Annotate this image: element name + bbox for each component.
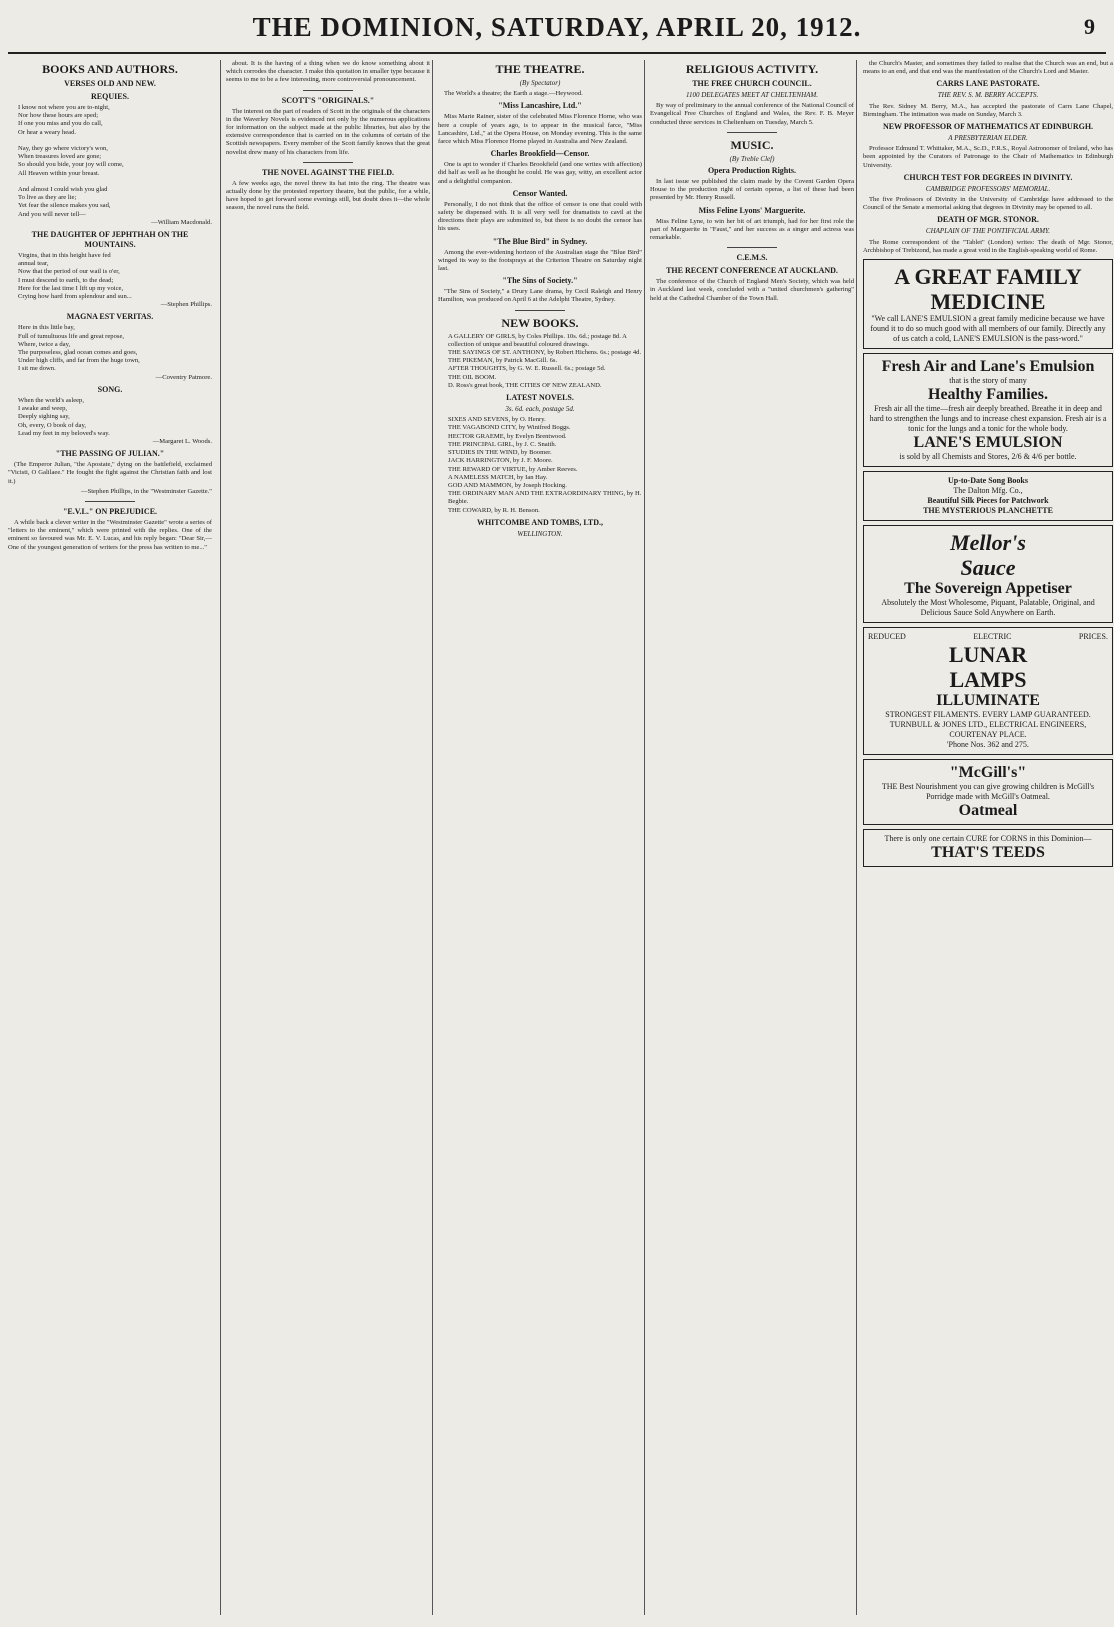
separator (303, 162, 353, 163)
ad-text: There is only one certain CURE for CORNS in this Dominion— (884, 834, 1092, 844)
ad-right: PRICES. (1078, 632, 1108, 642)
column-1 (8, 60, 217, 1615)
ad-big: Healthy Families. (928, 386, 1048, 404)
column-4 (644, 60, 859, 1615)
masthead (0, 12, 1114, 50)
ad-headline: MEDICINE (930, 289, 1046, 315)
column-2 (220, 60, 435, 1615)
scott-text: The interest on the part of readers of Scott in the originals of the characters in the Waverley Novels is evidenced not only by the numerous applications for information on the subject made at the public libraries, but also by the extensive correspondence that is carried on in the columns of certain of the Scottish newspapers. Every member of the Scott family knows that the great novelist drew many of his characters from life. (226, 107, 430, 156)
censor-text: Personally, I do not think that the office of censor is one that could with safety be dispensed with. It is all very well for dramatists to cavil at the directions their plays are submitted to, but there is no doubt the censor has his uses. (438, 200, 642, 233)
ad-brand: "McGill's" (949, 764, 1027, 782)
novel-title: THE NOVEL AGAINST THE FIELD. (262, 167, 394, 177)
ad-brand: THAT'S TEEDS (931, 844, 1045, 862)
ad-top: ELECTRIC (973, 632, 1012, 642)
ad-lunar-lamps (863, 627, 1113, 755)
ad-title: Fresh Air and Lane's Emulsion (881, 358, 1095, 376)
credit: —Stephen Phillips, in the "Westminster Gazette." (80, 487, 212, 495)
ad-planchette: THE MYSTERIOUS PLANCHETTE (923, 506, 1053, 516)
stonor-title: DEATH OF MGR. STONOR. (937, 215, 1039, 225)
theatre-heading: THE THEATRE. (495, 62, 585, 76)
ad-big: Oatmeal (958, 802, 1018, 820)
page-number: 9 (1084, 14, 1096, 39)
theatre-lead: The World's a theatre; the Earth a stage.—Heywood. (444, 90, 583, 98)
lyons-text: Miss Feline Lyne, to win her bit of art triumph, had for her first role the part of Marguerite in "Faust," and her success as a singer and actress was remarkable. (650, 217, 854, 242)
separator (727, 132, 777, 133)
lancashire-title: "Miss Lancashire, Ltd." (498, 101, 582, 111)
latest-novels-price: 3s. 6d. each, postage 5d. (505, 405, 575, 414)
ad-left: REDUCED (868, 632, 906, 642)
credit: —Stephen Phillips. (160, 301, 212, 309)
evl-text: A while back a clever writer in the "Westminster Gazette" wrote a series of "letters to the eminent," which were printed with the replies. One of the eminent so favoured was Mr. E. V. Lucas, and his reply began: "Dear Sir,—One of the youngest generation of writers for the press has written to me..." (8, 518, 212, 551)
society-title: "The Sins of Society." (502, 276, 578, 286)
ad-silk: Beautiful Silk Pieces for Patchwork (927, 496, 1049, 506)
jephthah-title: THE DAUGHTER OF JEPHTHAH ON THE MOUNTAINS. (31, 230, 189, 250)
ad-sub: that is the story of many (949, 376, 1027, 386)
stonor-sub: CHAPLAIN OF THE PONTIFICIAL ARMY. (925, 227, 1051, 236)
cems-title: C.E.M.S. (736, 253, 768, 263)
recent-conference-title: THE RECENT CONFERENCE AT AUCKLAND. (666, 266, 838, 276)
ad-brand: Mellor's (950, 530, 1026, 556)
ad-headline: A GREAT FAMILY (894, 264, 1082, 290)
latest-novels-list: SIXES AND SEVENS, by O. Henry. THE VAGABOND CITY, by Winifred Boggs. HECTOR GRAEME, by Evelyn Brentwood. THE PRINCIPAL GIRL, by J. C. Snaith. STUDIES IN THE WIND, by Boomer. JACK HARRINGTON, by J. F. Moore. THE REWARD OF VIRTUE, by Amber Reeves. A NAMELESS MATCH, by Ian Hay. GOD AND MAMMON, by Joseph Hocking. THE ORDINARY MAN AND THE EXTRAORDINARY THING, by H. Begbie. THE COWARD, by R. H. Benson. (448, 416, 642, 514)
ad-sub: ILLUMINATE (936, 692, 1040, 710)
ad-company: The Dalton Mfg. Co., (953, 486, 1023, 496)
masthead-rule (8, 52, 1106, 54)
ad-text: Absolutely the Most Wholesome, Piquant, Palatable, Original, and Delicious Sauce Sold Anywhere on Earth. (881, 598, 1095, 618)
music-heading: MUSIC. (730, 137, 774, 152)
separator (727, 247, 777, 248)
ad-lanes-medicine (863, 259, 1113, 349)
publisher: WHITCOMBE AND TOMBS, LTD., (476, 517, 604, 527)
carrs-text: The Rev. Sidney M. Berry, M.A., has accepted the pastorate of Carrs Lane Chapel, Birmingham. The intimation was made on Sunday, March 3. (863, 102, 1113, 118)
math-title: NEW PROFESSOR OF MATHEMATICS AT EDINBURGH. (882, 122, 1094, 132)
religious-text: By way of preliminary to the annual conference of the National Council of Evangelical Free Churches of England and Wales, the Rev. F. B. Meyer conducted three services in Cheltenham on Tuesday, March 5. (650, 102, 854, 126)
song-title: SONG. (97, 384, 123, 394)
song-poem: When the world's asleep, I awake and weep, Deeply sighing say, Oh, every, O book of day, Lead my feet in my beloved's way. (18, 396, 110, 437)
ad-text: THE Best Nourishment you can give growing children is McGill's Porridge made with McGill's Oatmeal. (881, 782, 1095, 802)
free-church-title: THE FREE CHURCH COUNCIL. (692, 79, 812, 88)
ad-title: Up-to-Date Song Books (947, 476, 1028, 486)
column-5 (856, 60, 1113, 1615)
ad-mcgills-oatmeal (863, 759, 1113, 825)
religious-heading: RELIGIOUS ACTIVITY. (685, 62, 819, 76)
ad-song-books (863, 471, 1113, 521)
lyons-title: Miss Feline Lyons' Marguerite. (698, 205, 806, 215)
separator (515, 310, 565, 311)
credit: —William Macdonald. (151, 218, 212, 226)
column-5-intro: the Church's Master, and sometimes they failed to realise that the Church was an end, but a means to an end, and that end was the manifestation of the Church's Lord and Master. (863, 60, 1113, 76)
ad-price-row (868, 632, 1108, 642)
brookfield-text: One is apt to wonder if Charles Brookfield (and one writes with affection) did half as well as he thought he could. He was gay, witty, an excellent actor and a delightful companion. (438, 161, 642, 185)
stonor-text: The Rome correspondent of the "Tablet" (London) writes: The death of Mgr. Stonor, Archbishop of Trebizond, has made a great void in the English-speaking world of Rome. (863, 238, 1113, 254)
credit: —Coventry Patmore. (155, 373, 212, 381)
censor-title: Censor Wanted. (512, 188, 568, 198)
jephthah-poem: Virgins, that in this height have fed annual tear, Now that the period of our wail is o'er, I must descend to earth, to the dead; Here for the last time I lift up my voice, Crying how hard from splendour and sun... (18, 252, 132, 301)
publisher-city: WELLINGTON. (517, 529, 563, 538)
scott-title: SCOTT'S "ORIGINALS." (281, 95, 375, 105)
julian-title: "THE PASSING OF JULIAN." (55, 449, 165, 459)
ad-mellors-sauce (863, 525, 1113, 623)
credit: —Margaret L. Woods. (152, 437, 212, 445)
ad-brand: LAMPS (949, 667, 1027, 693)
ad-fresh-air (863, 353, 1113, 467)
music-byline: (By Treble Clef) (729, 154, 775, 163)
requies-title: REQUIES. (90, 92, 129, 101)
column-3 (432, 60, 647, 1615)
recent-conference-text: The conference of the Church of England Men's Society, which was held in Auckland last week, concluded with a "united churchmen's gathering" held at the Cathedral Chamber of the Town Hall. (650, 278, 854, 302)
separator (303, 90, 353, 91)
ad-brand: Sauce (960, 555, 1016, 581)
latest-novels-title: LATEST NOVELS. (506, 393, 574, 403)
new-books-list: A GALLERY OF GIRLS, by Coles Phillips. 10s. 6d.; postage 8d. A collection of unique and beautiful coloured drawings. THE SAYINGS OF ST. ANTHONY, by Robert Hichens. 6s.; postage 4d. THE PIKEMAN, by Patrick MacGill. 6s. AFTER THOUGHTS, by G. W. E. Russell. 6s.; postage 5d. THE OIL BOOM. D. Ross's great book, THE CITIES OF NEW ZEALAND. (448, 332, 642, 389)
lancashire-text: Miss Marie Rainer, sister of the celebrated Miss Florence Horne, who was here a couple of years ago, is to appear in the musical farce, "Miss Lancashire, Ltd.," at the Opera House, on Monday evening. This is the same farce which Miss Florence Horne played in Australia and New Zealand. (438, 113, 642, 146)
new-books-heading: NEW BOOKS. (501, 315, 579, 330)
society-text: "The Sins of Society," a Drury Lane drama, by Cecil Raleigh and Henry Hamilton, was produced on April 6 at the Adelphi Theatre, Sydney. (438, 288, 642, 304)
theatre-byline: (By Spectator) (519, 79, 561, 87)
ad-text: "We call LANE'S EMULSION a great family medicine because we have found it to do so much good with all members of our family. Directly any of us catch a cold, LANE'S EMULSION is the pass-word." (870, 314, 1106, 344)
column-2-intro: about. It is the having of a thing when we do know something about it which corrodes the character. I make this quotation in smaller type because it seems to me to be a few interesting, more controversial pronouncement. (226, 60, 430, 84)
brookfield-title: Charles Brookfield—Censor. (490, 149, 590, 159)
ad-teeds (863, 829, 1113, 867)
books-authors-heading: BOOKS AND AUTHORS. (42, 62, 178, 76)
carrs-title: CARRS LANE PASTORATE. (936, 79, 1040, 89)
requies-poem: I know not where you are to-night, Nor how these hours are sped; If one you miss and you do call, Or hear a weary head. Nay, they go where victory's won, When treasures loved are gone; So should you bide, your joy will come, All Heaven within your breast. And almost I could wish you glad To live as they are lie; Yet fear the silence makes you sad, And you will never tell— (18, 104, 124, 218)
ad-brand: LUNAR (948, 642, 1028, 668)
ad-brand: LANE'S EMULSION (913, 434, 1063, 452)
opera-title: Opera Production Rights. (707, 166, 797, 176)
degrees-title: CHURCH TEST FOR DEGREES IN DIVINITY. (903, 172, 1073, 182)
novel-text: A few weeks ago, the novel threw its hat into the ring. The theatre was actually done by the protested repertory theatre, but the public, for a while, have hoped to get forward some evenings still, but doubt does it—the whole season, the novel runs the field. (226, 179, 430, 212)
separator (85, 501, 135, 502)
degrees-sub: CAMBRIDGE PROFESSORS' MEMORIAL. (925, 184, 1051, 193)
ad-text: Fresh air all the time—fresh air deeply breathed. Breathe it in deep and hard to strengthen the lungs and to increase chest expansion. Fresh air is a tonic for the lungs and a tonic for the whole body. (869, 404, 1107, 434)
delegates-sub: 1100 DELEGATES MEET AT CHELTENHAM. (685, 91, 819, 99)
degrees-text: The five Professors of Divinity in the University of Cambridge have addressed to the Council of the Senate a memorial asking that degrees in Divinity may be opened to all. (863, 196, 1113, 212)
opera-text: In last issue we published the claim made by the Covent Garden Opera House to the production right of certain operas, a list of these had been presented by Mr. Henry Russell. (650, 178, 854, 202)
magna-poem: Here in this little bay, Full of tumultuous life and great repose, Where, twice a day, The purposeless, glad ocean comes and goes, Under high cliffs, and far from the huge town, I sit me down. (18, 324, 140, 373)
sydney-text: Among the ever-widening horizon of the Australian stage the "Blue Bird" winged its way to the footsprays at the Criterion Theatre on Saturday night last. (438, 248, 642, 273)
sydney-title: "The Blue Bird" in Sydney. (492, 236, 588, 246)
masthead-title: THE DOMINION, SATURDAY, APRIL 20, 1912. (252, 12, 862, 42)
math-text: Professor Edmund T. Whittaker, M.A., Sc.D., F.R.S., Royal Astronomer of Ireland, who has been appointed by the Curators of Patronage to the Chair of Mathematics in Edinburgh University. (863, 145, 1113, 169)
ad-phone: 'Phone Nos. 362 and 275. (947, 740, 1029, 750)
ad-sub: The Sovereign Appetiser (904, 580, 1072, 598)
magna-title: MAGNA EST VERITAS. (66, 312, 154, 322)
ad-text: STRONGEST FILAMENTS. EVERY LAMP GUARANTEED. TURNBULL & JONES LTD., ELECTRICAL ENGINEERS, COURTENAY PLACE. (885, 710, 1091, 740)
carrs-sub: THE REV. S. M. BERRY ACCEPTS. (937, 91, 1039, 100)
julian-text: (The Emperor Julian, "the Apostate," dying on the battlefield, exclaimed "Vicisti, O Galilaee." He fought the fight against the Christian faith and lost it.) (8, 461, 212, 485)
evl-title: "E.V.L." ON PREJUDICE. (62, 506, 158, 516)
ad-price: is sold by all Chemists and Stores, 2/6 & 4/6 per bottle. (899, 452, 1077, 462)
verses-heading: VERSES OLD AND NEW. (64, 79, 156, 88)
math-sub: A PRESBYTERIAN ELDER. (948, 134, 1028, 143)
